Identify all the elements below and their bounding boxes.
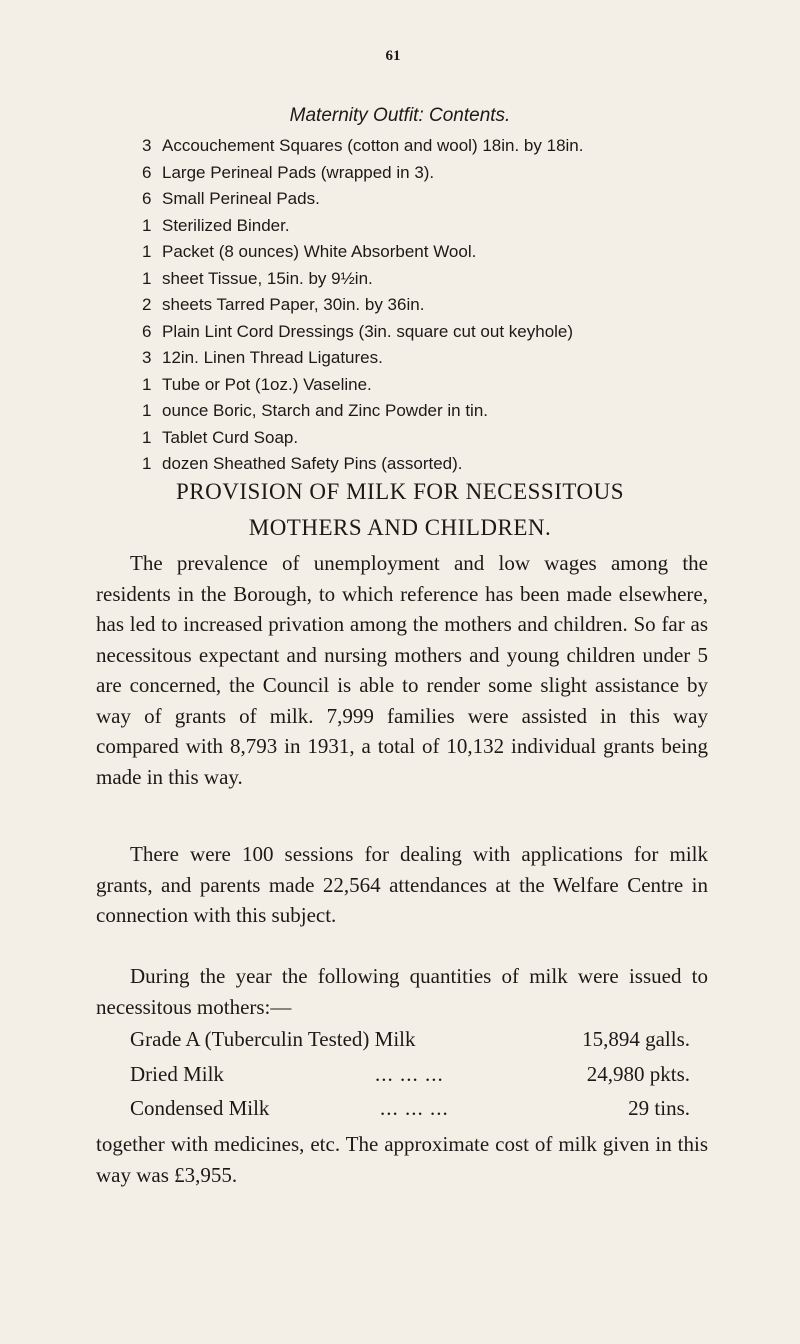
- item-quantity: 1: [142, 427, 152, 447]
- list-item: [142, 345, 742, 372]
- milk-quantity: 24,980 pkts.: [586, 1061, 690, 1086]
- item-quantity: 1: [142, 242, 152, 261]
- list-item: [142, 266, 742, 293]
- item-text: dozen Sheathed Safety Pins (assorted).: [162, 454, 463, 473]
- table-row: [130, 1057, 690, 1092]
- item-quantity: 6: [142, 321, 152, 341]
- item-text: Sterilized Binder.: [162, 215, 290, 235]
- table-row: [130, 1091, 690, 1126]
- item-text: Tube or Pot (1oz.) Vaseline.: [162, 374, 372, 394]
- milk-quantity: 15,894 galls.: [582, 1027, 690, 1051]
- paragraph-sessions: [96, 839, 708, 931]
- item-text: sheets Tarred Paper, 30in. by 36in.: [162, 295, 425, 314]
- item-quantity: 6: [142, 162, 152, 182]
- item-text: Packet (8 ounces) White Absorbent Wool.: [162, 242, 477, 261]
- item-text: Plain Lint Cord Dressings (3in. square cut out keyhole): [162, 321, 574, 341]
- item-quantity: 3: [142, 348, 152, 367]
- paragraph-prevalence: [96, 548, 708, 792]
- section-heading-line-1: PROVISION OF MILK FOR NECESSITOUS: [175, 479, 625, 504]
- list-item: [142, 186, 742, 213]
- item-text: Small Perineal Pads.: [162, 189, 320, 208]
- table-row: [130, 1022, 690, 1057]
- item-quantity: 1: [142, 374, 152, 394]
- list-item: [142, 372, 742, 399]
- list-item: [142, 425, 742, 452]
- paragraph-cost: [96, 1129, 708, 1190]
- outfit-contents-list: [142, 133, 742, 478]
- paragraph-quantities-intro: [96, 961, 708, 1022]
- list-item: [142, 239, 742, 266]
- item-text: sheet Tissue, 15in. by 9½in.: [162, 268, 373, 288]
- leader-dots: ... ... ...: [380, 1096, 449, 1120]
- section-heading: [100, 474, 700, 546]
- page-number: 61: [385, 48, 401, 64]
- item-quantity: 6: [142, 189, 152, 208]
- item-text: Accouchement Squares (cotton and wool) 18in. by 18in.: [162, 136, 584, 155]
- list-item: [142, 319, 742, 346]
- item-quantity: 1: [142, 454, 152, 473]
- item-quantity: 1: [142, 401, 152, 420]
- list-item: [142, 398, 742, 425]
- item-text: Tablet Curd Soap.: [162, 427, 299, 447]
- item-text: Large Perineal Pads (wrapped in 3).: [162, 162, 435, 182]
- paragraph-text: During the year the following quantities of milk were issued to necessitous mothers:—: [96, 964, 708, 1019]
- outfit-title: Maternity Outfit: Contents.: [289, 105, 511, 126]
- milk-quantity: 29 tins.: [628, 1096, 690, 1120]
- item-quantity: 1: [142, 268, 152, 288]
- list-item: [142, 292, 742, 319]
- item-quantity: 1: [142, 215, 152, 235]
- milk-quantities-table: [130, 1022, 690, 1126]
- leader-dots: ... ... ...: [375, 1061, 444, 1086]
- paragraph-text: There were 100 sessions for dealing with applications for milk grants, and parents made 22,564 attendances at the Welfare Centre in connection with this subject.: [96, 842, 708, 927]
- item-text: 12in. Linen Thread Ligatures.: [162, 348, 383, 367]
- item-quantity: 2: [142, 295, 152, 314]
- paragraph-text: together with medicines, etc. The approximate cost of milk given in this way was £3,955.: [96, 1132, 708, 1187]
- list-item: [142, 213, 742, 240]
- section-heading-line-2: MOTHERS AND CHILDREN.: [248, 515, 552, 540]
- list-item: [142, 160, 742, 187]
- milk-type: Dried Milk: [130, 1061, 224, 1086]
- item-text: ounce Boric, Starch and Zinc Powder in tin.: [162, 401, 488, 420]
- item-quantity: 3: [142, 136, 152, 155]
- milk-type: Condensed Milk: [130, 1096, 270, 1120]
- paragraph-text: The prevalence of unemployment and low wages among the residents in the Borough, to which reference has been made elsewhere, has led to increased privation among the mothers and children. So far as necessitous expectant and nursing mothers and young children under 5 are concerned, the Council is able to render some slight assistance by way of grants of milk. 7,999 families were assisted in this way compared with 8,793 in 1931, a total of 10,132 individual grants being made in this way.: [96, 551, 708, 789]
- milk-type: Grade A (Tuberculin Tested) Milk: [130, 1027, 416, 1051]
- list-item: [142, 133, 742, 160]
